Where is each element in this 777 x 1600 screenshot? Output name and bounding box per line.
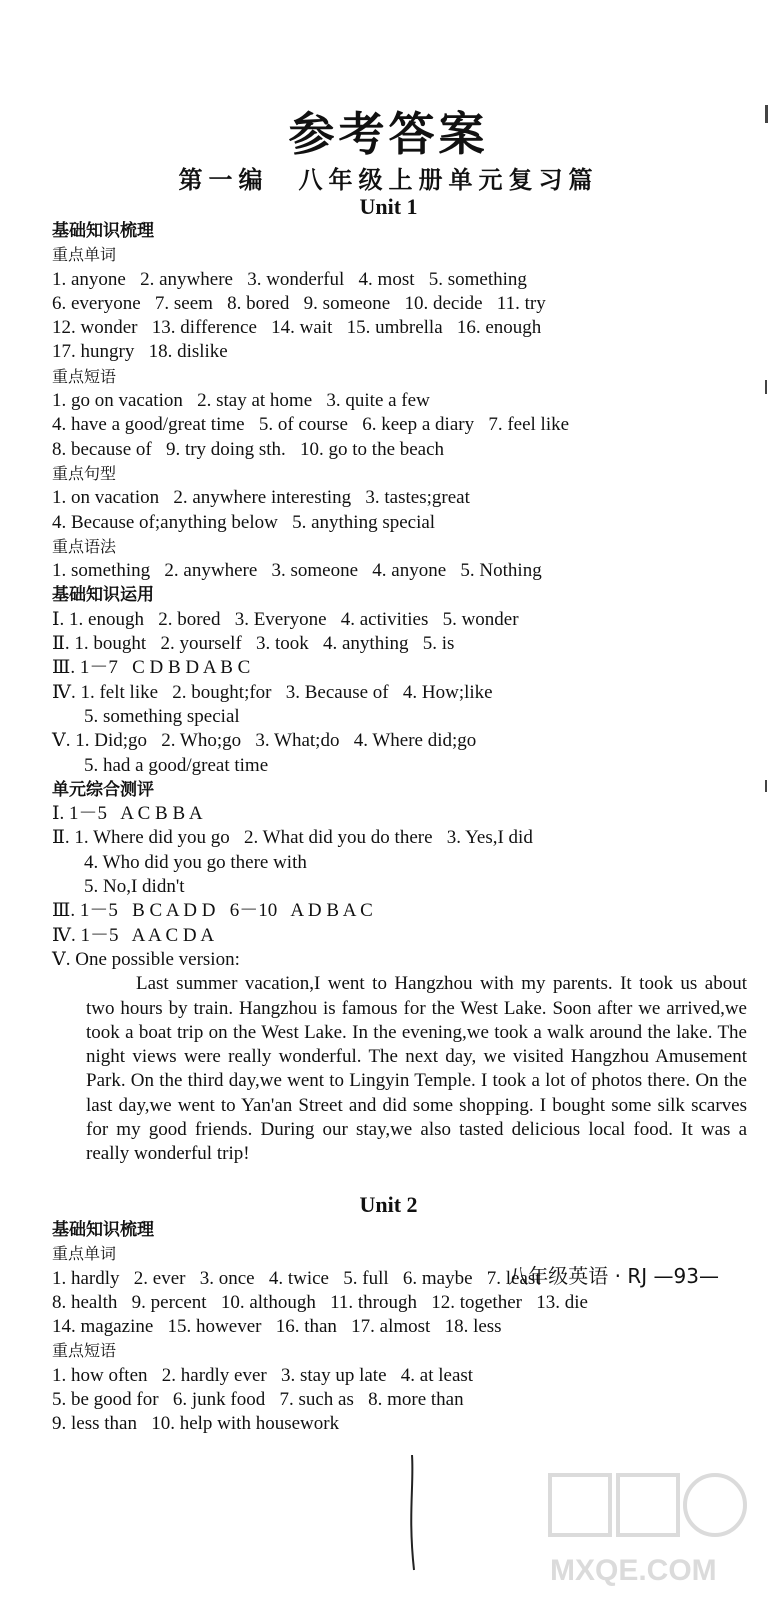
unit2-heading: Unit 2 (359, 1192, 418, 1217)
answer-line: 6. everyone 7. seem 8. bored 9. someone 10. decide 11. try (52, 292, 546, 314)
edge-mark (765, 780, 767, 792)
answer-line: 4. Because of;anything below 5. anything special (52, 511, 436, 533)
essay-text: Last summer vacation,I went to Hangzhou with my parents. It took us about two hours by train. Hangzhou is famous for the West Lake. Soon after we arrived,we took a boat trip on the West Lake. In the evening,we took a walk around the lake. The night views were really wonderful. The next day, we visited Hangzhou Amusement Park. On the third day,we went to Lingyin Temple. I took a lot of photos there. On the last day,we went to Yan'an Street and did some shopping. I bought some silk scarves for my good friends. During our stay,we also tasted delicious local food. It was a really wonderful trip! (86, 973, 747, 1165)
subsection-heading: 重点单词 (52, 245, 117, 265)
pen-scribble (404, 1455, 424, 1575)
answer-line: 5. something special (84, 705, 240, 727)
watermark-logo (540, 1470, 760, 1595)
subsection-heading: 重点单词 (52, 1244, 117, 1264)
answer-line: Ⅴ. One possible version: (52, 948, 240, 970)
answer-line: 4. have a good/great time 5. of course 6. keep a diary 7. feel like (52, 414, 570, 436)
answer-line: 8. health 9. percent 10. although 11. through 12. together 13. die (52, 1291, 588, 1313)
answer-line: 5. be good for 6. junk food 7. such as 8. more than (52, 1389, 464, 1411)
svg-text:MXQE.COM: MXQE.COM (550, 1554, 717, 1587)
answer-line: 1. go on vacation 2. stay at home 3. quite a few (52, 390, 430, 412)
section-heading: 单元综合测评 (52, 779, 154, 800)
subsection-heading: 重点语法 (52, 536, 117, 556)
page-title: 参考答案 (288, 107, 489, 161)
answer-line: 1. on vacation 2. anywhere interesting 3. tastes;great (52, 487, 470, 509)
answer-line: 14. magazine 15. however 16. than 17. almost 18. less (52, 1316, 502, 1338)
section-heading: 基础知识梳理 (52, 1220, 154, 1240)
edge-mark (765, 105, 768, 123)
subsection-heading: 重点句型 (52, 463, 117, 483)
answer-line: 1. anyone 2. anywhere 3. wonderful 4. most 5. something (52, 268, 527, 290)
answer-line: Ⅳ. 1. felt like 2. bought;for 3. Because of 4. How;like (52, 681, 493, 703)
answer-line: 8. because of 9. try doing sth. 10. go to the beach (52, 438, 445, 460)
answer-line: 4. Who did you go there with (84, 851, 307, 873)
answer-line: 1. something 2. anywhere 3. someone 4. anyone 5. Nothing (52, 560, 542, 582)
answer-line: 1. hardly 2. ever 3. once 4. twice 5. full 6. maybe 7. least (52, 1267, 541, 1289)
answer-line: 17. hungry 18. dislike (52, 341, 228, 363)
answer-line: Ⅲ. 1－7 C D B D A B C (52, 657, 251, 679)
answer-line: 1. how often 2. hardly ever 3. stay up late 4. at least (52, 1364, 474, 1386)
answer-line: Ⅰ. 1. enough 2. bored 3. Everyone 4. activities 5. wonder (52, 608, 519, 630)
answer-line: Ⅴ. 1. Did;go 2. Who;go 3. What;do 4. Where did;go (52, 730, 477, 752)
answer-line: Ⅲ. 1－5 B C A D D 6－10 A D B A C (52, 900, 373, 922)
answer-line: Ⅱ. 1. bought 2. yourself 3. took 4. anything 5. is (52, 633, 455, 655)
answer-line: Ⅳ. 1－5 A A C D A (52, 924, 215, 946)
answer-line: 9. less than 10. help with housework (52, 1413, 340, 1435)
unit1-heading: Unit 1 (359, 194, 418, 219)
watermark-icon (540, 1470, 760, 1590)
section-heading: 基础知识梳理 (52, 221, 154, 241)
unit1-content (52, 219, 747, 1167)
answer-line: 5. No,I didn't (84, 876, 185, 898)
sample-essay (52, 972, 747, 1166)
answer-line: 12. wonder 13. difference 14. wait 15. umbrella 16. enough (52, 317, 542, 339)
edge-mark (765, 380, 767, 394)
unit2-content (52, 1218, 747, 1437)
subsection-heading: 重点短语 (52, 366, 117, 386)
answer-line: 5. had a good/great time (84, 754, 269, 776)
page-footer: 八年级英语 · RJ —93— (508, 1264, 719, 1288)
section-heading: 基础知识运用 (52, 585, 154, 606)
answer-line: Ⅱ. 1. Where did you go 2. What did you do there 3. Yes,I did (52, 827, 533, 849)
page-subtitle: 第一编 八年级上册单元复习篇 (178, 166, 599, 194)
answer-line: Ⅰ. 1－5 A C B B A (52, 803, 203, 825)
subsection-heading: 重点短语 (52, 1341, 117, 1361)
